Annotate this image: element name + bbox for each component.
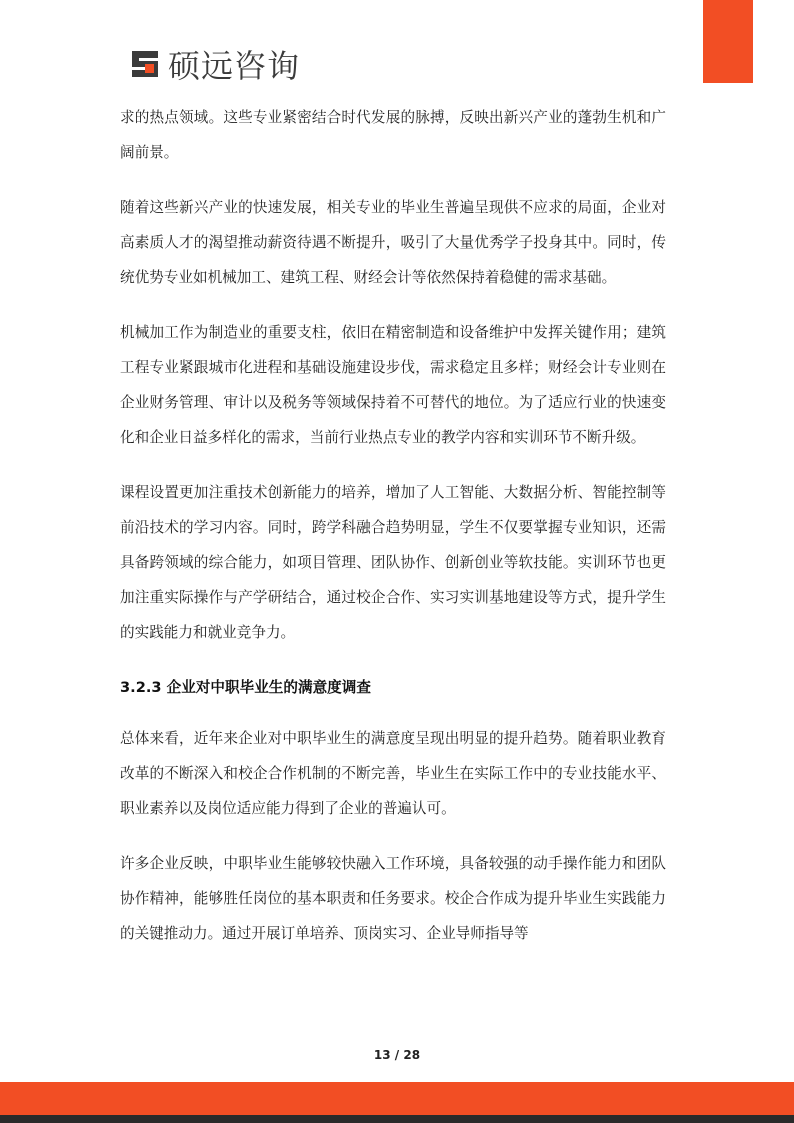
paragraph: 总体来看，近年来企业对中职毕业生的满意度呈现出明显的提升趋势。随着职业教育改革的不断深入和校企合作机制的不断完善，毕业生在实际工作中的专业技能水平、职业素养以及岗位适应能力得到了企业的普遍认可。: [120, 730, 666, 817]
paragraph: 许多企业反映，中职毕业生能够较快融入工作环境，具备较强的动手操作能力和团队协作精神，能够胜任岗位的基本职责和任务要求。校企合作成为提升毕业生实践能力的关键推动力。通过开展订单培养、顶岗实习、企业导师指导等: [120, 855, 666, 942]
paragraph: 随着这些新兴产业的快速发展，相关专业的毕业生普遍呈现供不应求的局面，企业对高素质人才的渴望推动薪资待遇不断提升，吸引了大量优秀学子投身其中。同时，传统优势专业如机械加工、建筑工程、财经会计等依然保持着稳健的需求基础。: [120, 199, 666, 286]
footer-strip: [0, 1115, 794, 1123]
paragraph: 机械加工作为制造业的重要支柱，依旧在精密制造和设备维护中发挥关键作用；建筑工程专业紧跟城市化进程和基础设施建设步伐，需求稳定且多样；财经会计专业则在企业财务管理、审计以及税务等领域保持着不可替代的地位。为了适应行业的快速变化和企业日益多样化的需求，当前行业热点专业的教学内容和实训环节不断升级。: [120, 324, 666, 446]
brand-name: 硕远咨询: [168, 47, 301, 85]
brand-logo: [128, 44, 300, 84]
document-body: [120, 100, 666, 971]
paragraph: 求的热点领域。这些专业紧密结合时代发展的脉搏，反映出新兴产业的蓬勃生机和广阔前景。: [120, 109, 666, 161]
footer-band: [0, 1082, 794, 1115]
section-heading: 3.2.3 企业对中职毕业生的满意度调查: [120, 679, 371, 696]
s-logo-icon: [128, 47, 162, 81]
paragraph: 课程设置更加注重技术创新能力的培养，增加了人工智能、大数据分析、智能控制等前沿技术的学习内容。同时，跨学科融合趋势明显，学生不仅要掌握专业知识，还需具备跨领域的综合能力，如项目管理、团队协作、创新创业等软技能。实训环节也更加注重实际操作与产学研结合，通过校企合作、实习实训基地建设等方式，提升学生的实践能力和就业竞争力。: [120, 484, 666, 641]
top-accent-block: [703, 0, 753, 83]
page-number: 13 / 28: [373, 1048, 421, 1062]
